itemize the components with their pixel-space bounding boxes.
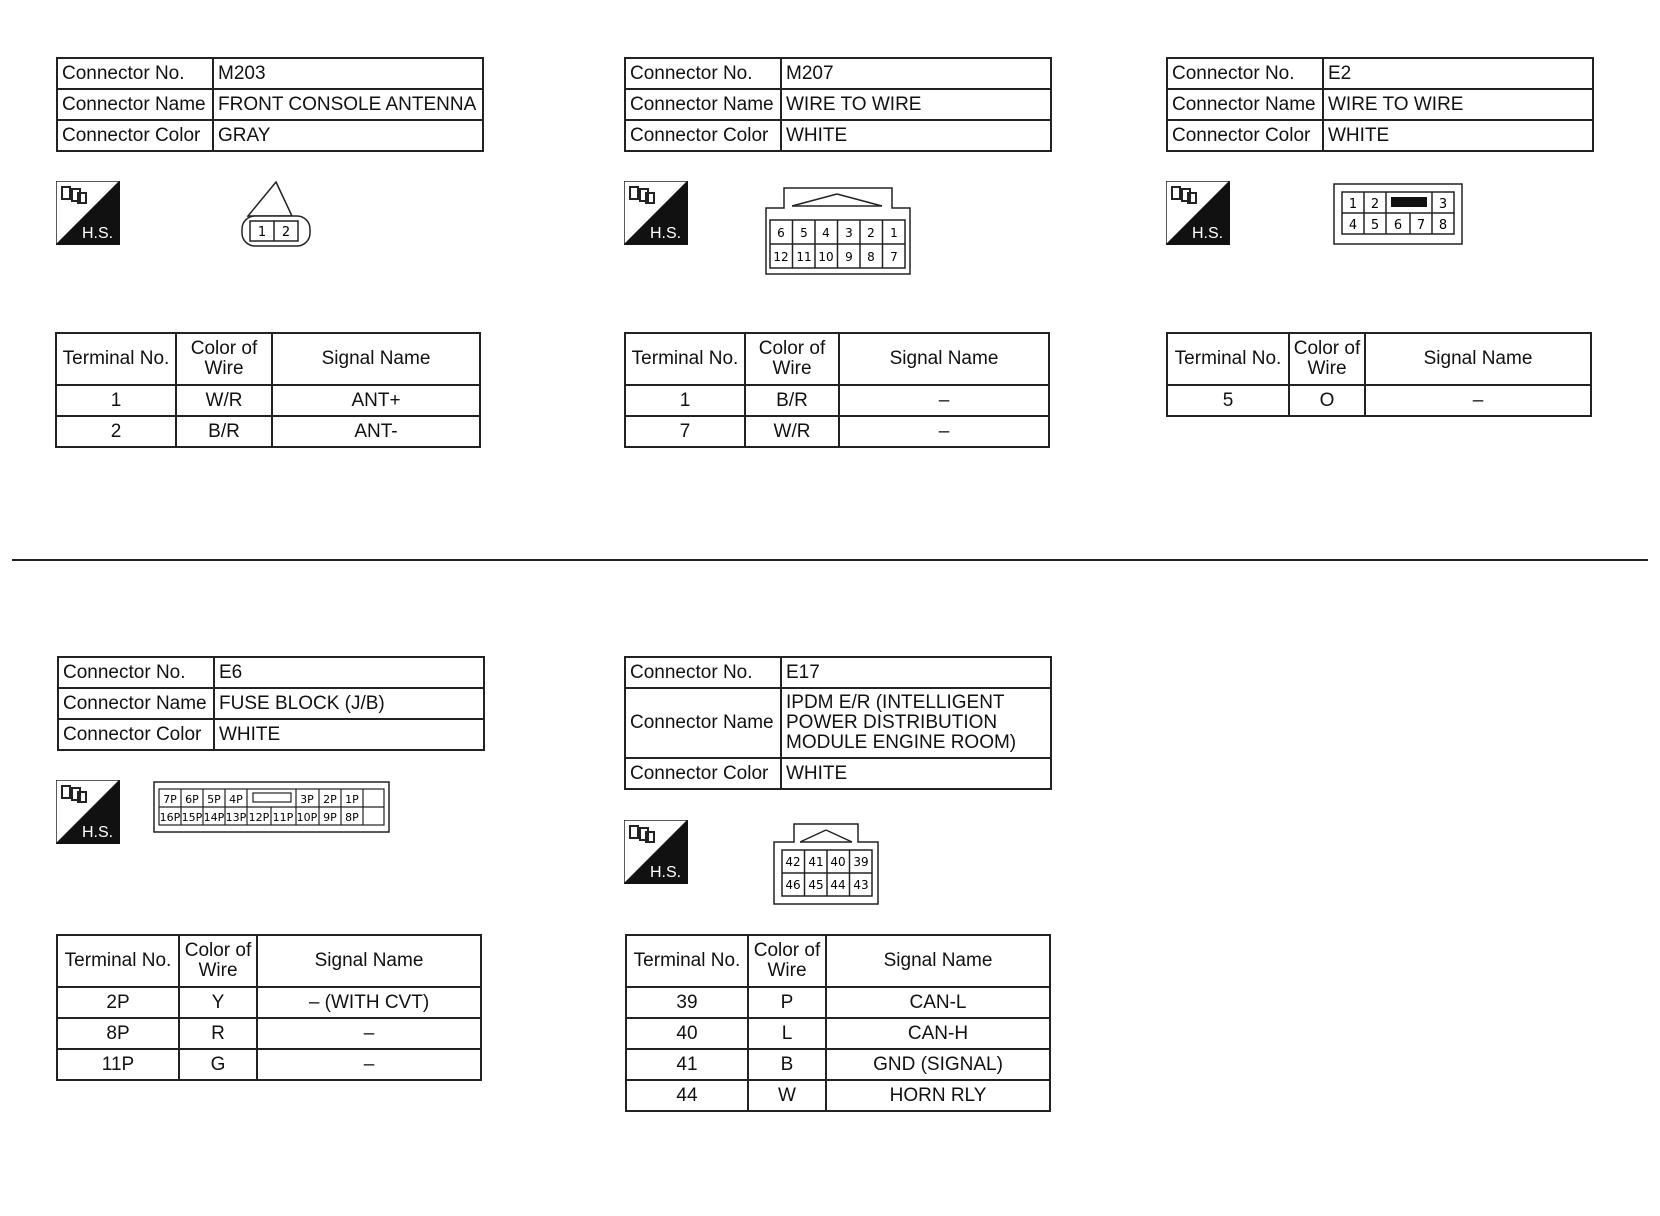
connector-e6	[57, 656, 485, 751]
terminal-cell: 44	[626, 1080, 748, 1111]
terminal-cell: 8P	[57, 1018, 179, 1049]
pin-6: 6	[777, 226, 785, 240]
terminal-table-m207-wrap	[624, 332, 1050, 448]
pin-5p: 5P	[207, 793, 221, 806]
hs-label: H.S.	[1192, 225, 1224, 242]
connector-info-table	[624, 656, 1052, 790]
pin-7p: 7P	[163, 793, 177, 806]
pin-40: 40	[830, 855, 846, 869]
pin-11: 11	[796, 250, 812, 264]
pin-2p: 2P	[323, 793, 337, 806]
pin-46: 46	[785, 878, 801, 892]
pin-3: 3	[845, 226, 853, 240]
header-color-of-wire: Color of Wire	[745, 333, 839, 385]
wire-cell: L	[748, 1018, 826, 1049]
hs-label: H.S.	[82, 824, 114, 841]
pin-4: 4	[1348, 218, 1358, 233]
wire-cell: O	[1289, 385, 1365, 416]
signal-cell: –	[257, 1049, 481, 1080]
signal-cell: –	[839, 385, 1049, 416]
label-connector-no: Connector No.	[625, 657, 781, 688]
connector-face-e17	[772, 822, 882, 906]
pin-6p: 6P	[185, 793, 199, 806]
label-connector-no: Connector No.	[58, 657, 214, 688]
table-row	[57, 1018, 481, 1049]
pin-13p: 13P	[225, 811, 247, 824]
pin-7: 7	[1416, 218, 1426, 233]
harness-side-icon	[1166, 181, 1230, 245]
header-terminal-no: Terminal No.	[626, 935, 748, 987]
connector-no-value: E6	[214, 657, 484, 688]
connector-no-value: M203	[213, 58, 483, 89]
pin-2: 2	[281, 225, 291, 240]
table-row	[626, 987, 1050, 1018]
header-color-of-wire: Color of Wire	[176, 333, 272, 385]
connector-no-value: M207	[781, 58, 1051, 89]
terminal-cell: 11P	[57, 1049, 179, 1080]
terminal-cell: 2	[56, 416, 176, 447]
header-signal-name: Signal Name	[257, 935, 481, 987]
pin-1: 1	[1348, 197, 1358, 212]
connector-name-value: WIRE TO WIRE	[1323, 89, 1593, 120]
table-row	[625, 385, 1049, 416]
pin-11p: 11P	[272, 811, 294, 824]
pin-4p: 4P	[229, 793, 243, 806]
table-row	[57, 987, 481, 1018]
table-row	[625, 416, 1049, 447]
header-terminal-no: Terminal No.	[1167, 333, 1289, 385]
label-connector-color: Connector Color	[625, 120, 781, 151]
pin-2: 2	[1370, 197, 1380, 212]
harness-side-icon	[56, 181, 120, 245]
terminal-table	[624, 332, 1050, 448]
signal-cell: –	[1365, 385, 1591, 416]
label-connector-name: Connector Name	[58, 688, 214, 719]
connector-color-value: WHITE	[781, 758, 1051, 789]
wire-cell: B/R	[745, 385, 839, 416]
header-terminal-no: Terminal No.	[56, 333, 176, 385]
table-row	[56, 416, 480, 447]
pin-5: 5	[800, 226, 808, 240]
header-signal-name: Signal Name	[839, 333, 1049, 385]
connector-face-m203	[238, 180, 314, 250]
connector-color-value: WHITE	[781, 120, 1051, 151]
pin-1: 1	[890, 226, 898, 240]
wire-cell: Y	[179, 987, 257, 1018]
label-connector-color: Connector Color	[58, 719, 214, 750]
hs-label: H.S.	[650, 225, 682, 242]
label-connector-color: Connector Color	[57, 120, 213, 151]
pin-44: 44	[830, 878, 846, 892]
connector-name-line: MODULE ENGINE ROOM)	[786, 732, 1017, 753]
connector-info-table	[624, 57, 1052, 152]
connector-e17	[624, 656, 1052, 790]
pin-9: 9	[845, 250, 853, 264]
signal-cell: ANT+	[272, 385, 480, 416]
label-connector-no: Connector No.	[625, 58, 781, 89]
connector-name-value: FUSE BLOCK (J/B)	[214, 688, 484, 719]
terminal-table	[1166, 332, 1592, 417]
wire-cell: W/R	[176, 385, 272, 416]
table-row	[1167, 385, 1591, 416]
terminal-cell: 1	[625, 385, 745, 416]
pin-1p: 1P	[345, 793, 359, 806]
connector-name-line: POWER DISTRIBUTION	[786, 712, 998, 733]
wire-cell: B	[748, 1049, 826, 1080]
connector-m203	[56, 57, 484, 152]
connector-name-line: IPDM E/R (INTELLIGENT	[786, 692, 1005, 713]
label-connector-color: Connector Color	[1167, 120, 1323, 151]
header-terminal-no: Terminal No.	[57, 935, 179, 987]
header-color-of-wire: Color of Wire	[179, 935, 257, 987]
table-row	[57, 1049, 481, 1080]
pin-7: 7	[890, 250, 898, 264]
label-connector-name: Connector Name	[57, 89, 213, 120]
table-row	[626, 1049, 1050, 1080]
wire-cell: B/R	[176, 416, 272, 447]
pin-43: 43	[853, 878, 869, 892]
pin-39: 39	[853, 855, 869, 869]
terminal-cell: 39	[626, 987, 748, 1018]
pin-12p: 12P	[248, 811, 270, 824]
pin-8: 8	[867, 250, 875, 264]
signal-cell: CAN-L	[826, 987, 1050, 1018]
hs-label: H.S.	[650, 864, 682, 881]
terminal-table-e17-wrap	[625, 934, 1051, 1112]
header-color-of-wire: Color of Wire	[748, 935, 826, 987]
connector-name-value: FRONT CONSOLE ANTENNA	[213, 89, 483, 120]
pin-12: 12	[773, 250, 789, 264]
signal-cell: HORN RLY	[826, 1080, 1050, 1111]
pin-8p: 8P	[345, 811, 359, 824]
signal-cell: CAN-H	[826, 1018, 1050, 1049]
pin-15p: 15P	[181, 811, 203, 824]
pin-10p: 10P	[296, 811, 318, 824]
pin-3: 3	[1438, 197, 1448, 212]
header-signal-name: Signal Name	[1365, 333, 1591, 385]
pin-10: 10	[818, 250, 834, 264]
connector-e2	[1166, 57, 1594, 152]
connector-color-value: GRAY	[213, 120, 483, 151]
connector-info-table	[57, 656, 485, 751]
label-connector-name: Connector Name	[1167, 89, 1323, 120]
pin-9p: 9P	[323, 811, 337, 824]
wire-cell: W	[748, 1080, 826, 1111]
wire-cell: G	[179, 1049, 257, 1080]
pin-2: 2	[867, 226, 875, 240]
pin-42: 42	[785, 855, 801, 869]
connector-no-value: E2	[1323, 58, 1593, 89]
connector-info-table	[1166, 57, 1594, 152]
pin-16p: 16P	[159, 811, 181, 824]
pin-6: 6	[1393, 218, 1403, 233]
table-row	[56, 385, 480, 416]
label-connector-no: Connector No.	[57, 58, 213, 89]
pin-45: 45	[808, 878, 824, 892]
wire-cell: W/R	[745, 416, 839, 447]
connector-color-value: WHITE	[214, 719, 484, 750]
terminal-table-m203-wrap	[55, 332, 481, 448]
label-connector-color: Connector Color	[625, 758, 781, 789]
terminal-cell: 5	[1167, 385, 1289, 416]
pin-1: 1	[257, 225, 267, 240]
terminal-table-e6-wrap	[56, 934, 482, 1081]
label-connector-name: Connector Name	[625, 89, 781, 120]
connector-name-value	[781, 688, 1051, 758]
connector-info-table	[56, 57, 484, 152]
signal-cell: – (WITH CVT)	[257, 987, 481, 1018]
header-terminal-no: Terminal No.	[625, 333, 745, 385]
section-divider	[12, 559, 1648, 561]
connector-color-value: WHITE	[1323, 120, 1593, 151]
connector-face-e6	[153, 781, 390, 833]
signal-cell: GND (SIGNAL)	[826, 1049, 1050, 1080]
signal-cell: –	[839, 416, 1049, 447]
connector-m207	[624, 57, 1052, 152]
terminal-cell: 1	[56, 385, 176, 416]
harness-side-icon	[624, 181, 688, 245]
terminal-table	[56, 934, 482, 1081]
connector-face-e2	[1333, 183, 1463, 245]
pin-14p: 14P	[203, 811, 225, 824]
pin-41: 41	[808, 855, 824, 869]
terminal-cell: 41	[626, 1049, 748, 1080]
harness-side-icon	[624, 820, 688, 884]
terminal-cell: 7	[625, 416, 745, 447]
table-row	[626, 1018, 1050, 1049]
pin-4: 4	[822, 226, 830, 240]
harness-side-icon	[56, 780, 120, 844]
label-connector-no: Connector No.	[1167, 58, 1323, 89]
hs-label: H.S.	[82, 225, 114, 242]
wire-cell: R	[179, 1018, 257, 1049]
pin-3p: 3P	[300, 793, 314, 806]
header-color-of-wire: Color of Wire	[1289, 333, 1365, 385]
terminal-table-e2-wrap	[1166, 332, 1592, 417]
signal-cell: –	[257, 1018, 481, 1049]
label-connector-name: Connector Name	[625, 688, 781, 758]
wire-cell: P	[748, 987, 826, 1018]
connector-no-value: E17	[781, 657, 1051, 688]
terminal-table	[55, 332, 481, 448]
terminal-cell: 40	[626, 1018, 748, 1049]
terminal-table	[625, 934, 1051, 1112]
signal-cell: ANT-	[272, 416, 480, 447]
header-signal-name: Signal Name	[272, 333, 480, 385]
pin-5: 5	[1370, 218, 1380, 233]
header-signal-name: Signal Name	[826, 935, 1050, 987]
pin-8: 8	[1438, 218, 1448, 233]
terminal-cell: 2P	[57, 987, 179, 1018]
connector-name-value: WIRE TO WIRE	[781, 89, 1051, 120]
table-row	[626, 1080, 1050, 1111]
connector-face-m207	[760, 186, 916, 278]
